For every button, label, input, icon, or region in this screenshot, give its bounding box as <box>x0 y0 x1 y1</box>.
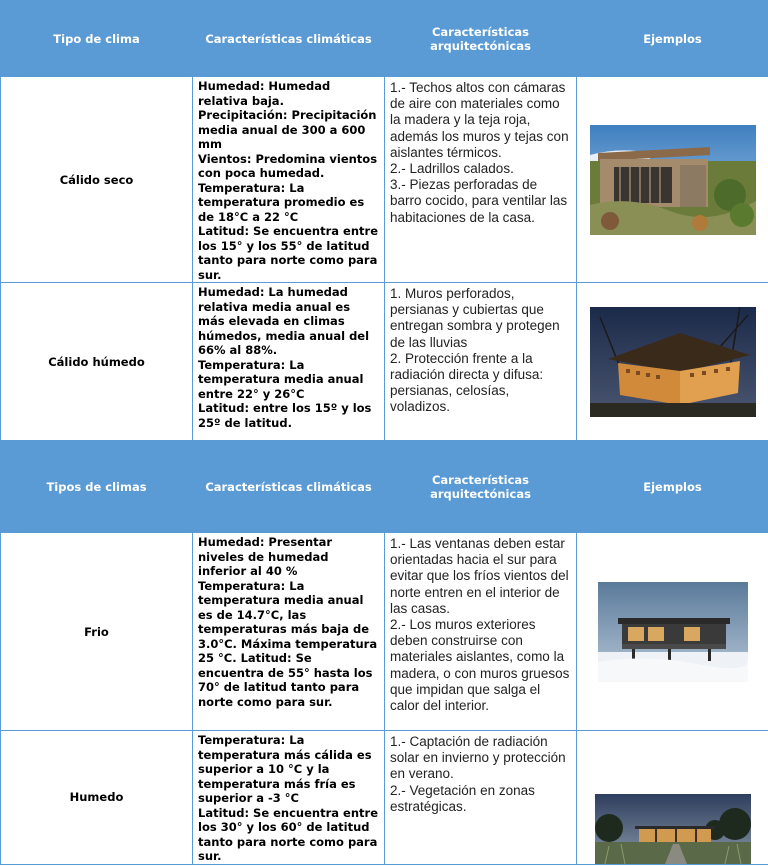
climate-line: Humedad: La humedad relativa media anual es más elevada en climas húmedos, media anual del 66% al 88%. <box>198 285 370 357</box>
climate-type: Humedo <box>1 731 193 865</box>
header-row-1 <box>1 1 768 77</box>
climate-line: Temperatura: La temperatura más cálida es superior a 10 °C y la temperatura más fría es superior a -3 °C <box>198 733 372 805</box>
architecture-line: 2.- Los muros exteriores deben construirse con materiales aislantes, como la madera, o con muros gruesos que impidan que salga el calor del interior. <box>390 617 570 714</box>
architecture-line: 3.- Piezas perforadas de barro cocido, para ventilar las habitaciones de la casa. <box>390 177 568 225</box>
climate-line: Vientos: Predomina vientos con poca humedad. <box>198 151 378 180</box>
climate-line: Humedad: Humedad relativa baja. <box>198 79 331 108</box>
header-cell: Ejemplos <box>577 1 768 77</box>
climate-line: Latitud: Se encuentra entre los 15° y los 55° de latitud tanto para norte como para sur. <box>198 224 378 282</box>
table-row <box>1 283 768 441</box>
climate-characteristics <box>193 77 385 283</box>
climate-characteristics <box>193 283 385 441</box>
architecture-line: 1.- Techos altos con cámaras de aire con materiales como la madera y la teja roja, además los muros y tejas con aislantes térmicos. <box>390 80 569 160</box>
climate-line: Latitud: entre los 15º y los 25º de latitud. <box>198 401 372 430</box>
lit-pavilion-night-photo <box>590 307 756 417</box>
header-cell: Características climáticas <box>193 1 385 77</box>
climate-line: Latitud: Se encuentra entre los 30° y los 60° de latitud tanto para norte como para sur. <box>198 805 378 863</box>
climate-type: Frio <box>1 533 193 731</box>
example-cell <box>577 533 768 731</box>
climate-line: Temperatura: La temperatura media anual entre 22° y 26°C <box>198 357 364 401</box>
header-cell: Tipos de climas <box>1 441 193 533</box>
desert-stone-house-photo <box>590 125 756 235</box>
architecture-line: 1.- Las ventanas deben estar orientadas hacia el sur para evitar que los fríos vientos del norte entren en el interior de las casas. <box>390 536 569 616</box>
dusk-garden-house-photo <box>595 794 751 864</box>
climate-line: Humedad: Presentar niveles de humedad inferior al 40 % <box>198 535 333 578</box>
architecture-line: 2. Protección frente a la radiación directa y difusa: persianas, celosías, voladizos. <box>390 350 544 415</box>
table-row <box>1 77 768 283</box>
snow-modern-house-photo <box>598 582 748 682</box>
architecture-line: 2.- Vegetación en zonas estratégicas. <box>390 782 535 814</box>
header-cell: Características arquitectónicas <box>385 1 577 77</box>
climate-line: Temperatura: La temperatura media anual es de 14.7°C, las temperaturas más baja de 3.0°C. Máxima temperatura 25 °C. Latitud: Se encuentra de 55° hasta los 70° de latitud tanto para norte como para sur. <box>198 578 378 709</box>
architecture-characteristics <box>385 533 577 731</box>
header-cell: Ejemplos <box>577 441 768 533</box>
header-cell: Características arquitectónicas <box>385 441 577 533</box>
header-cell: Características climáticas <box>193 441 385 533</box>
architecture-characteristics <box>385 77 577 283</box>
architecture-characteristics <box>385 283 577 441</box>
table-row <box>1 731 768 865</box>
header-row-2 <box>1 441 768 533</box>
climate-type: Cálido húmedo <box>1 283 193 441</box>
architecture-line: 1.- Captación de radiación solar en invierno y protección en verano. <box>390 734 566 782</box>
climate-characteristics <box>193 533 385 731</box>
architecture-line: 2.- Ladrillos calados. <box>390 161 514 177</box>
example-cell <box>577 731 768 865</box>
example-cell <box>577 77 768 283</box>
header-cell: Tipo de clima <box>1 1 193 77</box>
climate-characteristics <box>193 731 385 865</box>
example-cell <box>577 283 768 441</box>
architecture-characteristics <box>385 731 577 865</box>
table-row <box>1 533 768 731</box>
climate-line: Temperatura: La temperatura promedio es de 18°C a 22 °C <box>198 180 365 224</box>
climate-line: Precipitación: Precipitación media anual de 300 a 600 mm <box>198 108 377 151</box>
architecture-line: 1. Muros perforados, persianas y cubiertas que entregan sombra y protegen de las lluvias <box>390 286 560 350</box>
climate-type: Cálido seco <box>1 77 193 283</box>
